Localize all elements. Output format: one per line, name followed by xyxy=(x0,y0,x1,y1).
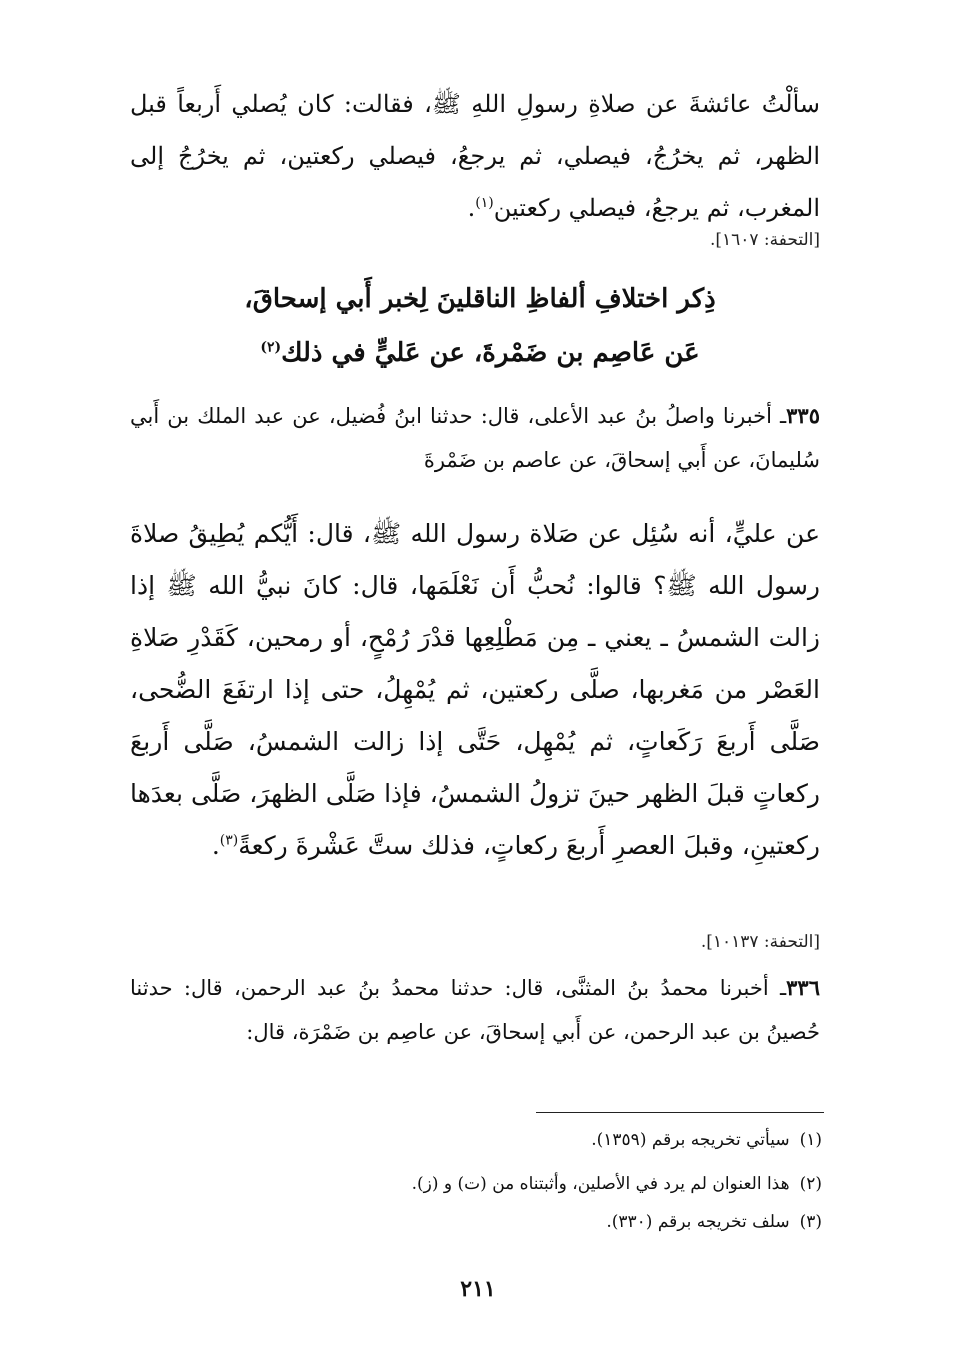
page-number: ٢١١ xyxy=(460,1276,496,1302)
footnote-1-text: سيأتي تخريجه برقم (١٣٥٩). xyxy=(591,1130,790,1150)
hadith-335-matn-end: . xyxy=(211,831,220,860)
hadith-number-335: ٣٣٥ xyxy=(786,403,820,428)
footnote-2 xyxy=(412,1172,822,1196)
footnote-ref-1: (١) xyxy=(475,195,494,211)
section-heading-line-2-text: عَن عَاصِم بن ضَمْرةَ، عن عَليٍّ في ذلك xyxy=(281,338,700,368)
footnote-2-text: هذا العنوان لم يرد في الأصلين، وأثبتناه من (ت) و (ز). xyxy=(411,1174,790,1194)
hadith-336-isnad xyxy=(130,966,820,1054)
opening-paragraph xyxy=(130,78,820,234)
footnote-3 xyxy=(606,1210,822,1234)
hadith-336-text: ـ أخبرنا محمدُ بنُ المثنَّى، قال: حدثنا محمدُ بنُ عبد الرحمن، قال: حدثنا حُصينُ بن عبد الرحمن، عن أَبي إسحاقَ، عن عاصِم بن ضَمْرَة، قال: xyxy=(130,976,820,1044)
footnote-ref-2: (٢) xyxy=(260,339,282,356)
hadith-335-text: ـ أخبرنا واصلُ بنُ عبد الأعلى، قال: حدثنا ابنُ فُضيل، عن عبد الملك بن أَبي سُليمانَ، عن أَبي إسحاقَ، عن عاصم بن ضَمْرةَ xyxy=(130,404,820,472)
footnote-3-marker: (٣) xyxy=(799,1212,822,1232)
footnote-ref-3: (٣) xyxy=(219,832,239,849)
footnote-2-marker: (٢) xyxy=(799,1174,822,1194)
opening-paragraph-end: . xyxy=(467,194,476,222)
hadith-335-matn xyxy=(130,508,820,872)
tuhfa-reference-2: [التحفة: ١٠١٣٧]. xyxy=(700,932,820,952)
tuhfa-reference-1: [التحفة: ١٦٠٧]. xyxy=(709,230,820,250)
hadith-335-isnad xyxy=(130,394,820,482)
hadith-335-matn-text: عن عليٍّ، أنه سُئِل عن صَلاة رسول الله ﷺ، قال: أَيُّكم يُطِيقُ صلاةَ رسول الله ﷺ؟ قالوا: نُحبُّ أَن نَعْلَمَها، قال: كانَ نبيُّ الله ﷺ إذا زالت الشمسُ ـ يعني ـ مِن مَطْلِعِها قدْرَ رُمْحٍ، أو رمحين، كَقَدْرِ صَلاةِ العَصْر من مَغربها، صلَّى ركعتين، ثم يُمْهِلُ، حتى إذا ارتفَعَ الضُّحى، صَلَّى أَربعَ رَكَعاتٍ، ثم يُمْهِل، حَتَّى إذا زالت الشمسُ، صَلَّى أَربعَ ركعاتٍ قبلَ الظهر حينَ تزولُ الشمسُ، فإذا صَلَّى الظهرَ، صَلَّى بعدَها ركعتينِ، وقبلَ العصرِ أَربعَ ركعاتٍ، فذلك ستَّ عَشْرةَ ركعةً xyxy=(130,519,820,860)
footnote-divider xyxy=(536,1112,824,1113)
footnote-3-text: سلف تخريجه برقم (٣٣٠). xyxy=(606,1212,790,1232)
hadith-number-336: ٣٣٦ xyxy=(786,975,820,1000)
footnote-1 xyxy=(591,1128,822,1152)
section-heading-line-1: ذِكر اختلافِ ألفاظِ الناقلينَ لِخبر أَبي إسحاقَ، xyxy=(244,284,716,314)
section-heading-line-2 xyxy=(130,328,830,378)
footnote-1-marker: (١) xyxy=(799,1130,822,1150)
opening-paragraph-text: سألْتُ عائشةَ عن صلاةِ رسولِ اللهِ ﷺ، فقالت: كان يُصلي أَربعاً قبل الظهر، ثم يخرُجُ، فيصلي، ثم يرجعُ، فيصلي ركعتين، ثم يخرُجُ إلى المغرب، ثم يرجعُ، فيصلي ركعتين xyxy=(130,90,820,222)
